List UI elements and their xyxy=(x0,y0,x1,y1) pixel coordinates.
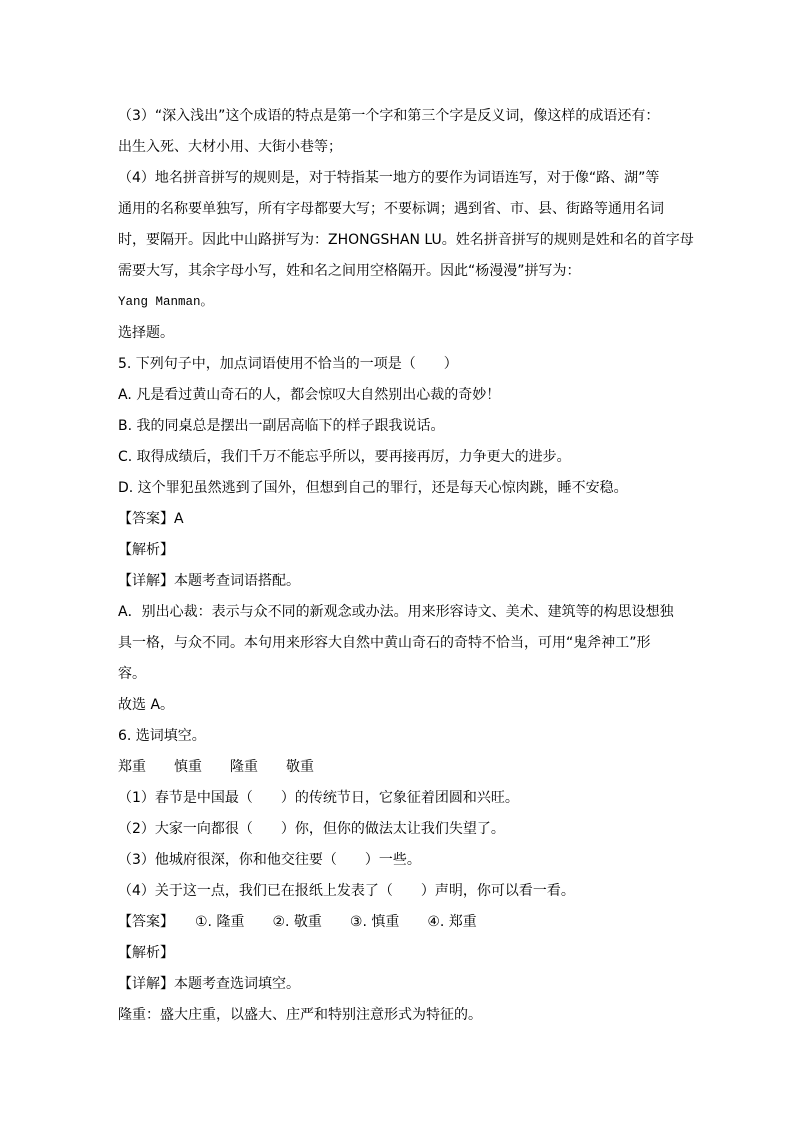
text-line: （4）地名拼音拼写的规则是，对于特指某一地方的要作为词语连写，对于像“路、湖”等 xyxy=(118,170,660,186)
text-line: 6. 选词填空。 xyxy=(118,728,206,744)
text-line: 【解析】 xyxy=(118,542,174,558)
text-line: 【答案】 ①. 隆重 ②. 敬重 ③. 慎重 ④. 郑重 xyxy=(118,914,477,930)
text-line: 故选 A。 xyxy=(118,697,175,713)
text-line: 【详解】本题考查选词填空。 xyxy=(118,976,300,992)
text-line: A. 凡是看过黄山奇石的人，都会惊叹大自然别出心裁的奇妙！ xyxy=(118,387,501,403)
text-line: 隆重：盛大庄重，以盛大、庄严和特别注意形式为特征的。 xyxy=(118,1007,482,1023)
text-line: 郑重 慎重 隆重 敬重 xyxy=(118,759,314,775)
text-line: 【解析】 xyxy=(118,945,174,961)
text-line: 【详解】本题考查词语搭配。 xyxy=(118,573,300,589)
text-line: 通用的名称要单独写，所有字母都要大写；不要标调；遇到省、市、县、街路等通用名词 xyxy=(118,201,664,217)
text-line: （3）“深入浅出”这个成语的特点是第一个字和第三个字是反义词，像这样的成语还有： xyxy=(118,108,660,124)
text-line: （2）大家一向都很（ ）你，但你的做法太让我们失望了。 xyxy=(118,821,505,837)
text-line: A．别出心裁：表示与众不同的新观念或办法。用来形容诗文、美术、建筑等的构思设想独 xyxy=(118,604,674,620)
text-line: （4）关于这一点，我们已在报纸上发表了（ ）声明，你可以看一看。 xyxy=(118,883,575,899)
text-line: 时，要隔开。因此中山路拼写为：ZHONGSHAN LU。姓名拼音拼写的规则是姓和名的首字母 xyxy=(118,232,694,248)
text-line: （3）他城府很深，你和他交往要（ ）一些。 xyxy=(118,852,421,868)
text-line: 具一格，与众不同。本句用来形容大自然中黄山奇石的奇特不恰当，可用“鬼斧神工”形 xyxy=(118,635,651,651)
text-line: 容。 xyxy=(118,666,146,682)
text-line: 【答案】A xyxy=(118,511,184,527)
text-line: B. 我的同桌总是摆出一副居高临下的样子跟我说话。 xyxy=(118,418,445,434)
text-line: （1）春节是中国最（ ）的传统节日，它象征着团圆和兴旺。 xyxy=(118,790,519,806)
text-line: Yang Manman。 xyxy=(118,295,214,309)
document-page xyxy=(118,101,694,1031)
text-line: 5. 下列句子中，加点词语使用不恰当的一项是（ ） xyxy=(118,356,458,372)
text-line: 需要大写，其余字母小写，姓和名之间用空格隔开。因此“杨漫漫”拼写为： xyxy=(118,263,581,279)
text-line: C. 取得成绩后，我们千万不能忘乎所以，要再接再厉，力争更大的进步。 xyxy=(118,449,571,465)
text-line: 选择题。 xyxy=(118,325,174,341)
text-line: D. 这个罪犯虽然逃到了国外，但想到自己的罪行，还是每天心惊肉跳，睡不安稳。 xyxy=(118,480,628,496)
text-line: 出生入死、大材小用、大街小巷等； xyxy=(118,139,342,155)
